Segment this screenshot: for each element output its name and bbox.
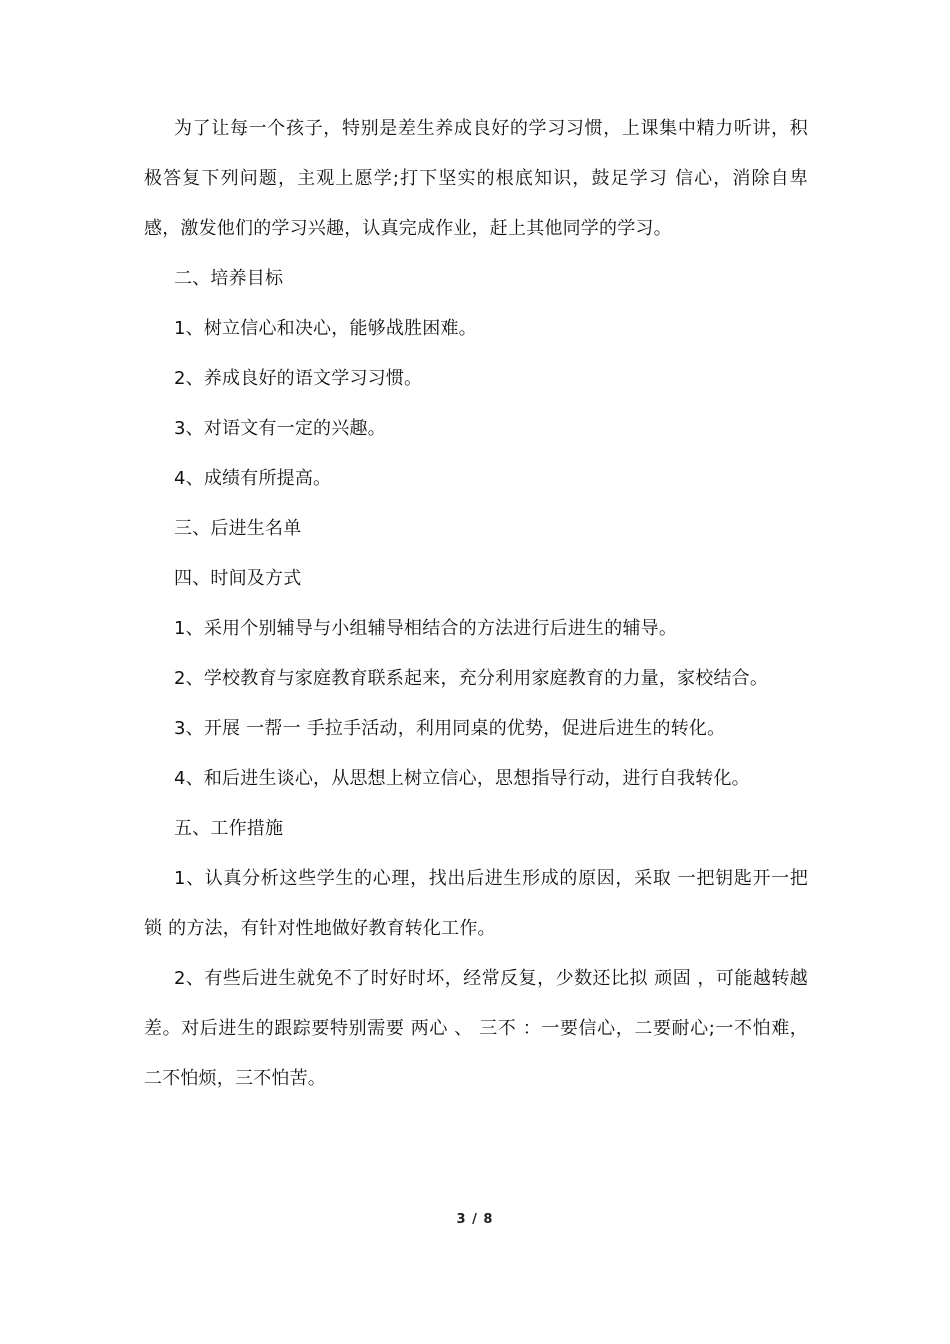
goal-item-4: 4、成绩有所提高。	[174, 468, 332, 489]
method-item-4: 4、和后进生谈心，从思想上树立信心，思想指导行动，进行自我转化。	[174, 768, 750, 789]
goal-item-3: 3、对语文有一定的兴趣。	[174, 418, 386, 439]
goal-item-2: 2、养成良好的语文学习习惯。	[174, 368, 423, 389]
paragraph-intro: 为了让每一个孩子，特别是差生养成良好的学习习惯，上课集中精力听讲，积极答复下列问题，主观上愿学;打下坚实的根底知识，鼓足学习 信心，消除自卑感，激发他们的学习兴趣，认真完成作业，赶上其他同学的学习。	[144, 118, 808, 239]
method-item-1: 1、采用个别辅导与小组辅导相结合的方法进行后进生的辅导。	[174, 618, 678, 639]
heading-goals: 二、培养目标	[174, 268, 284, 289]
measure-item-1: 1、认真分析这些学生的心理，找出后进生形成的原因，采取 一把钥匙开一把锁 的方法，有针对性地做好教育转化工作。	[144, 868, 808, 939]
document-body	[144, 104, 808, 1104]
goal-item-1: 1、树立信心和决心，能够战胜困难。	[174, 318, 477, 339]
method-item-3: 3、开展 一帮一 手拉手活动，利用同桌的优势，促进后进生的转化。	[174, 718, 726, 739]
heading-measures: 五、工作措施	[174, 818, 284, 839]
method-item-2: 2、学校教育与家庭教育联系起来，充分利用家庭教育的力量，家校结合。	[174, 668, 769, 689]
heading-time-method: 四、时间及方式	[174, 568, 302, 589]
page-number: 3 / 8	[456, 1212, 494, 1227]
measure-item-2: 2、有些后进生就免不了时好时坏，经常反复，少数还比拟 顽固 ，可能越转越差。对后进生的跟踪要特别需要 两心 、 三不 ：一要信心，二要耐心;一不怕难，二不怕烦，三不怕苦。	[144, 968, 808, 1089]
heading-student-list: 三、后进生名单	[174, 518, 302, 539]
